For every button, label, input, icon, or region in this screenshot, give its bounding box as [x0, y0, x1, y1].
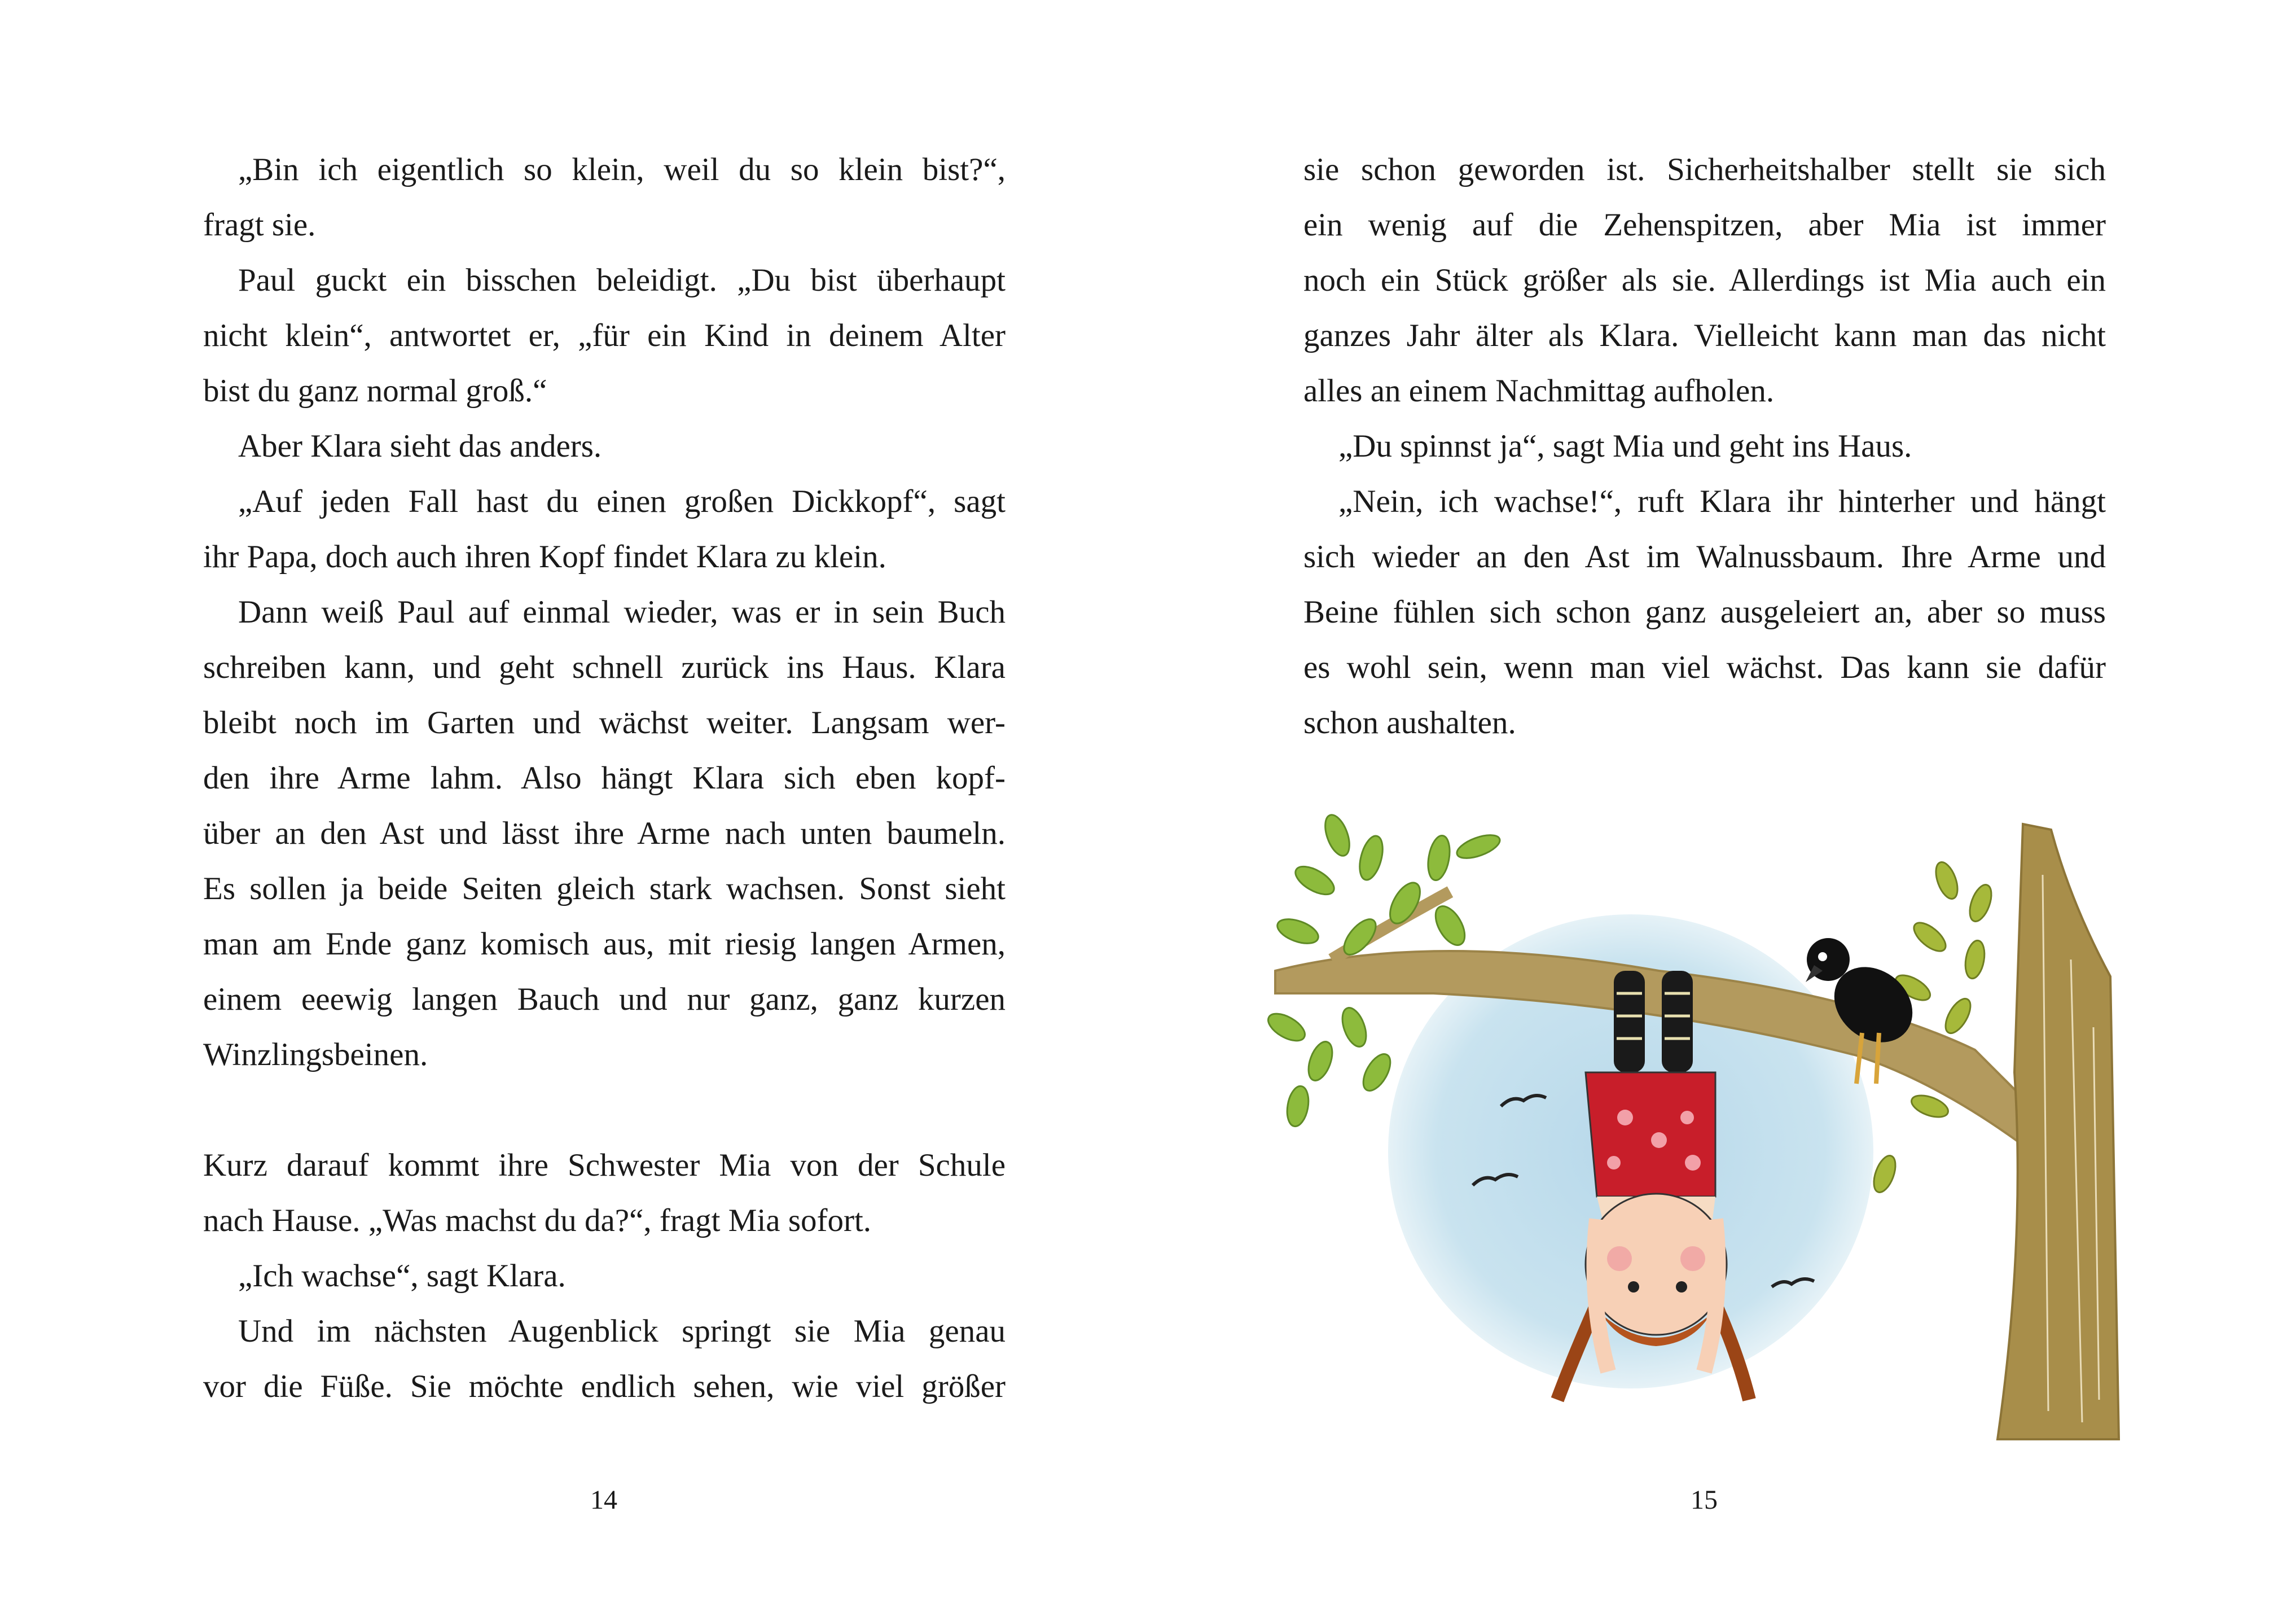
text-line: schreiben kann, und geht schnell zurück ins Haus. Klara — [203, 650, 1006, 685]
text-line: „Ich wachse“, sagt Klara. — [238, 1258, 566, 1294]
text-line: Dann weiß Paul auf einmal wieder, was er in sein Buch — [238, 594, 1006, 630]
text-line: „Bin ich eigentlich so klein, weil du so klein bist?“, — [238, 152, 1006, 187]
text-line: Paul guckt ein bisschen beleidigt. „Du bist überhaupt — [238, 262, 1006, 298]
text-line: Kurz darauf kommt ihre Schwester Mia von der Schule — [203, 1147, 1006, 1183]
text-line: den ihre Arme lahm. Also hängt Klara sich eben kopf- — [203, 760, 1006, 796]
left-page-text — [203, 142, 1006, 1414]
text-line: einem eeewig langen Bauch und nur ganz, ganz kurzen — [203, 982, 1006, 1017]
text-line: „Du spinnst ja“, sagt Mia und geht ins Haus. — [1338, 428, 1912, 464]
text-line: Aber Klara sieht das anders. — [238, 428, 602, 464]
text-line: Winzlingsbeinen. — [203, 1037, 428, 1072]
text-line: ein wenig auf die Zehenspitzen, aber Mia ist immer — [1303, 207, 2106, 243]
text-line: alles an einem Nachmittag aufholen. — [1303, 373, 1775, 409]
text-line: noch ein Stück größer als sie. Allerdings ist Mia auch ein — [1303, 262, 2106, 298]
text-line: vor die Füße. Sie möchte endlich sehen, wie viel größer — [203, 1369, 1006, 1404]
text-line: es wohl sein, wenn man viel wächst. Das kann sie dafür — [1303, 650, 2106, 685]
text-line: sie schon geworden ist. Sicherheitshalber stellt sie sich — [1303, 152, 2106, 187]
text-line: fragt sie. — [203, 207, 316, 243]
right-page-text — [1303, 142, 2106, 751]
text-line: sich wieder an den Ast im Walnussbaum. Ihre Arme und — [1303, 539, 2106, 575]
text-line: ganzes Jahr älter als Klara. Vielleicht kann man das nicht — [1303, 318, 2106, 353]
text-line: „Auf jeden Fall hast du einen großen Dickkopf“, sagt — [238, 484, 1006, 519]
text-line: bist du ganz normal groß.“ — [203, 373, 547, 409]
text-line: bleibt noch im Garten und wächst weiter. Langsam wer- — [203, 705, 1006, 741]
text-line: „Nein, ich wachse!“, ruft Klara ihr hinterher und hängt — [1338, 484, 2106, 519]
girl-hanging-from-tree-illustration — [1264, 790, 2167, 1467]
page-number-right: 15 — [1691, 1485, 1718, 1515]
text-line: Beine fühlen sich schon ganz ausgeleiert an, aber so muss — [1303, 594, 2106, 630]
text-line — [203, 1083, 1006, 1138]
text-line: über an den Ast und lässt ihre Arme nach unten baumeln. — [203, 816, 1006, 851]
text-line: nicht klein“, antwortet er, „für ein Kind in deinem Alter — [203, 318, 1006, 353]
text-line: man am Ende ganz komisch aus, mit riesig langen Armen, — [203, 926, 1006, 962]
text-line: nach Hause. „Was machst du da?“, fragt Mia sofort. — [203, 1203, 872, 1238]
text-line: schon aushalten. — [1303, 705, 1516, 741]
text-line: Und im nächsten Augenblick springt sie Mia genau — [238, 1313, 1006, 1349]
page-number-left: 14 — [590, 1485, 617, 1515]
text-line: Es sollen ja beide Seiten gleich stark wachsen. Sonst sieht — [203, 871, 1006, 906]
text-line: ihr Papa, doch auch ihren Kopf findet Klara zu klein. — [203, 539, 886, 575]
